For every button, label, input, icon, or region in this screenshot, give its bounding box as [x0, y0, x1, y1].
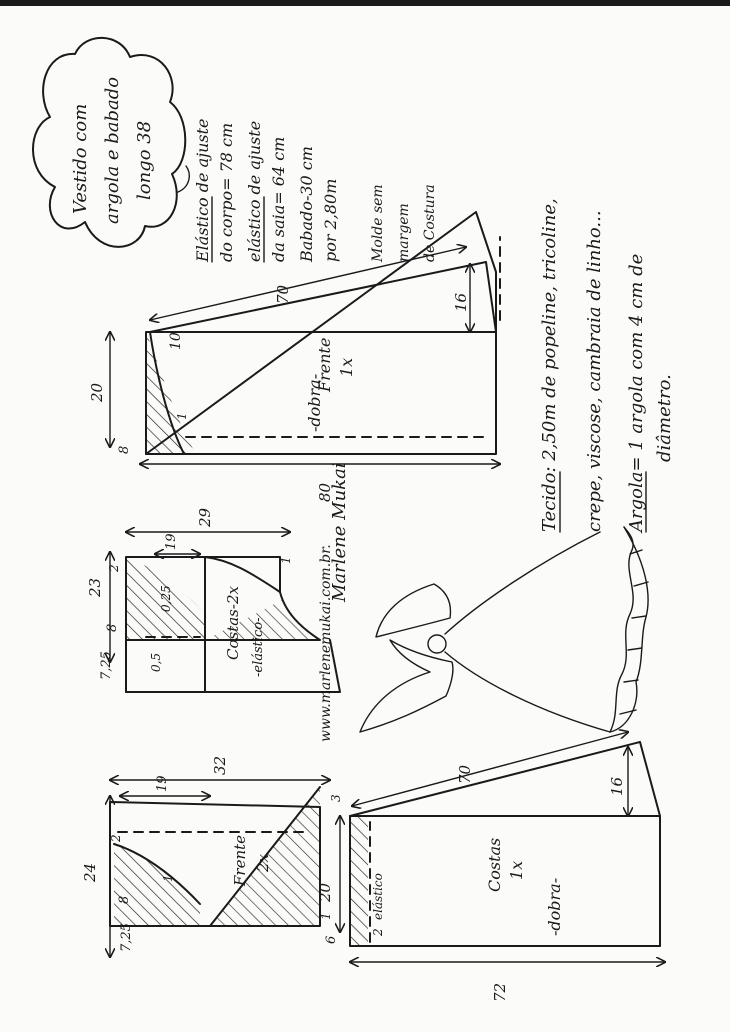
skirt-front-small: 8 — [117, 445, 132, 454]
title-line-1: Vestido com — [70, 103, 91, 214]
spec-line-1: Elástico de ajuste — [193, 118, 212, 262]
front-count: 2x — [254, 853, 272, 872]
back-armhole: 19 — [164, 533, 179, 550]
spec-line-4: da saia= 64 cm — [269, 136, 288, 262]
front-armhole: 19 — [155, 775, 170, 792]
skirt-front-hem: 16 — [452, 292, 470, 312]
fabric-line-3: Argola= 1 argola com 4 cm de — [626, 253, 647, 532]
skirt-back-count: 1x — [507, 860, 526, 880]
back-width: 23 — [86, 577, 104, 597]
skirt-front-count: 1x — [337, 357, 356, 377]
skirt-back-mark: 2 — [371, 928, 385, 936]
spec-line-6: por 2,80m — [321, 178, 340, 262]
fabric-line-2: crepe, viscose, cambraia de linho... — [584, 210, 605, 532]
skirt-front-mark: 1 — [175, 412, 189, 420]
front-label: Frente — [231, 834, 249, 886]
back-label: Costas-2x — [224, 586, 242, 660]
front-width: 24 — [81, 862, 99, 882]
front-dim-e: 2 — [109, 834, 123, 842]
bodice-back-piece — [86, 507, 340, 692]
dress-sketch — [360, 527, 648, 732]
skirt-front-piece — [88, 212, 500, 502]
skirt-front-slant: 70 — [274, 284, 292, 304]
title-line-3: longo 38 — [134, 120, 155, 200]
front-dim-b: 8 — [117, 895, 132, 904]
spec-line-2: do corpo= 78 cm — [217, 122, 236, 262]
front-height: 32 — [211, 755, 229, 775]
skirt-back-sublabel: elástico — [371, 873, 385, 920]
skirt-back-piece — [316, 732, 665, 1002]
skirt-front-fold: -dobra- — [305, 373, 324, 432]
skirt-front-drop: 10 — [168, 332, 184, 350]
skirt-back-top: 20 — [316, 882, 334, 902]
note-line-2: margem — [396, 203, 412, 262]
spec-line-3: elástico de ajuste — [245, 120, 264, 262]
note-line-3: de Costura — [422, 184, 438, 262]
back-dim-f: 1 — [279, 556, 293, 564]
skirt-back-label: Costas — [485, 837, 504, 892]
skirt-back-slant: 70 — [456, 764, 474, 784]
back-dim-c: 0,25 — [159, 585, 173, 612]
back-height: 29 — [196, 507, 214, 527]
back-dim-e: 2 — [107, 564, 121, 572]
skirt-front-length: 80 — [316, 482, 334, 502]
skirt-front-label: Frente — [315, 337, 334, 392]
fabric-notes — [539, 198, 675, 534]
signature: Marlene Mukai — [329, 462, 350, 602]
skirt-back-length: 72 — [491, 982, 509, 1002]
specs-block — [193, 119, 340, 263]
front-dim-g: 1 — [161, 874, 175, 882]
back-dim-d: 0,5 — [149, 652, 163, 672]
fabric-line-4: diâmetro. — [654, 374, 675, 462]
fabric-line-1: Tecido: 2,50m de popeline, tricoline, — [539, 198, 560, 532]
back-dim-b: 8 — [105, 623, 120, 632]
back-dim-a: 7,25 — [99, 651, 114, 680]
back-sublabel: -elástico- — [251, 617, 266, 677]
front-dim-d: 3 — [329, 794, 343, 802]
front-dim-c: 6 — [324, 935, 339, 944]
note-block — [370, 184, 438, 263]
front-dim-a: 7,25 — [119, 923, 134, 952]
website-text: www.marlenemukai.com.br. — [318, 544, 334, 742]
skirt-back-fold: -dobra- — [545, 877, 564, 936]
skirt-front-top: 20 — [88, 382, 106, 402]
note-line-1: Molde sem — [370, 184, 386, 262]
title-cloud — [33, 38, 189, 247]
spec-line-5: Babado-30 cm — [297, 146, 316, 262]
front-dim-f: 1 — [319, 912, 333, 920]
title-line-2: argola e babado — [102, 76, 123, 224]
skirt-back-hem: 16 — [608, 776, 626, 796]
bodice-front-piece — [81, 756, 343, 957]
